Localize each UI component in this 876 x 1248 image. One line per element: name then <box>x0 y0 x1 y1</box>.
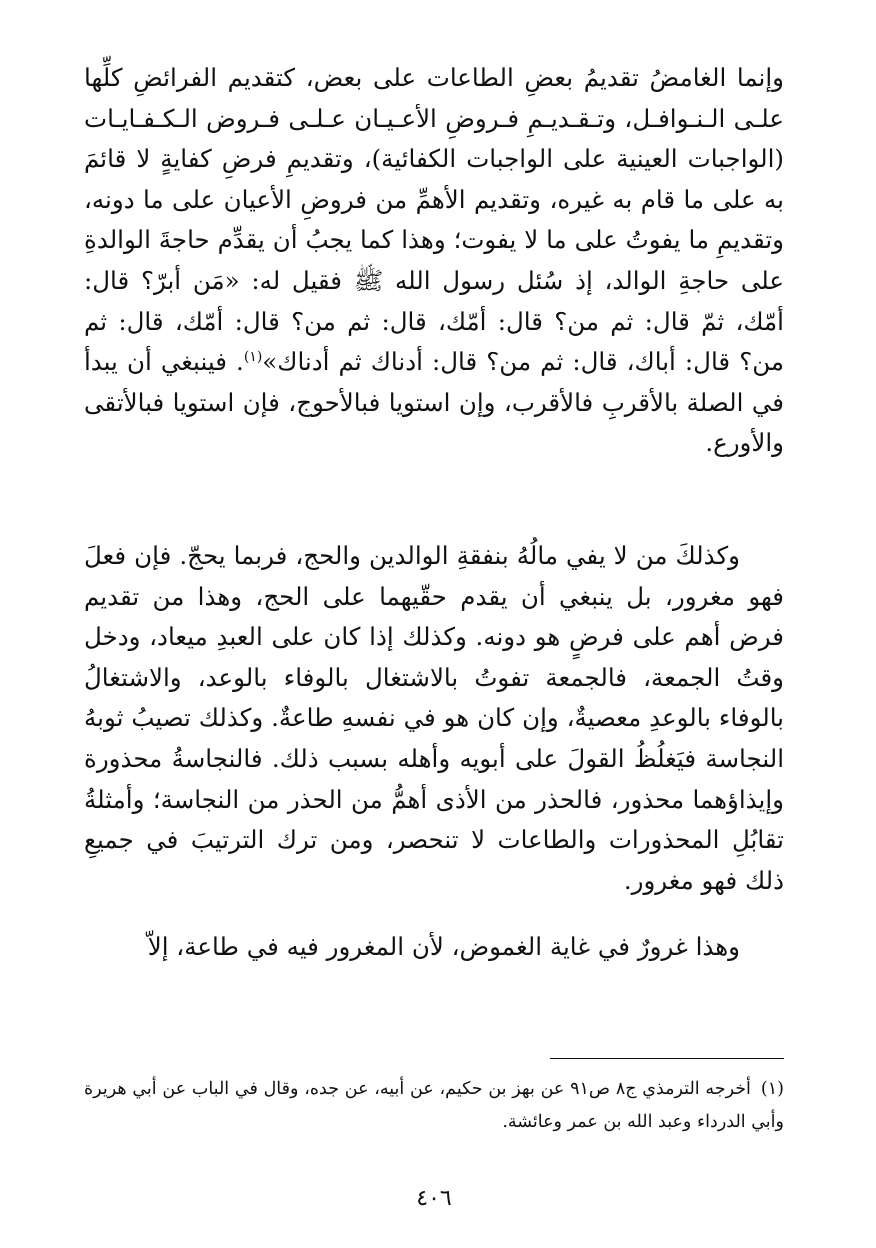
paragraph-2: وكذلكَ من لا يفي مالُهُ بنفقةِ الوالدين والحج، فربما يحجّ. فإن فعلَ فهو مغرور، بل ينبغي أن يقدم حقّيهما على الحج، وهذا من تقديم فرض أهم على فرضٍ هو دونه. وكذلك إذا كان على العبدِ ميعاد، ودخل وقتُ الجمعة، فالجمعة تفوتُ بالاشتغال بالوفاء بالوعد، والاشتغالُ بالوفاء بالوعدِ معصيةٌ، وإن كان هو في نفسهِ طاعةٌ. وكذلك تصيبُ ثوبهُ النجاسة فيَغلُظُ القولَ على أبويه وأهله بسبب ذلك. فالنجاسةُ محذورة وإيذاؤهما محذور، فالحذر من الأذى أهمُّ من الحذر من النجاسة؛ وأمثلةُ تقابُلِ المحذورات والطاعات لا تنحصر، ومن ترك الترتيبَ في جميعِ ذلك فهو مغرور. <box>84 541 784 895</box>
page-number: ٤٠٦ <box>416 1186 452 1211</box>
footnote-divider <box>550 1058 784 1059</box>
footnote-number: (١) <box>760 1079 784 1099</box>
paragraph-3: وهذا غرورٌ في غاية الغموض، لأن المغرور فيه في طاعة، إلاّ <box>147 932 740 962</box>
book-page <box>84 58 784 1248</box>
footnote-text: أخرجه الترمذي ج٨ ص٩١ عن بهز بن حكيم، عن أبيه، عن جده، وقال في الباب عن أبي هريرة وأبي الدرداء وعبد الله بن عمر وعائشة. <box>84 1079 784 1132</box>
paragraph-1 <box>84 58 784 508</box>
paragraph-1-tail: . فينبغي أن يبدأ في الصلة بالأقربِ فالأقرب، وإن استويا فبالأحوج، فإن استويا فبالأتقى والأورع. <box>84 347 784 458</box>
footnote-marker: (١) <box>243 349 263 365</box>
paragraph-1-main: وإنما الغامضُ تقديمُ بعضِ الطاعات على بعض، كتقديم الفرائضِ كلِّها علـى الـنـوافـل، وتـقـديـمِ فـروضِ الأعـيـان عـلـى فـروض الـكـفـايـات (الواجبات العينية على الواجبات الكفائية)، وتقديمِ فرضِ كفايةٍ لا قائمَ به على ما قام به غيره، وتقديم الأهمِّ من فروضِ الأعيان على ما دونه، وتقديمِ ما يفوتُ على ما لا يفوت؛ وهذا كما يجبُ أن يقدِّم حاجةَ الوالدةِ على حاجةِ الوالد، إذ سُئل رسول الله ﷺ فقيل له: «مَن أبرّ؟ قال: أمّك، ثمّ قال: ثم من؟ قال: أمّك، قال: ثم من؟ قال: أمّك، قال: ثم من؟ قال: أباك، قال: ثم من؟ قال: أدناك ثم أدناك» <box>84 63 784 377</box>
footnote <box>84 1073 784 1139</box>
